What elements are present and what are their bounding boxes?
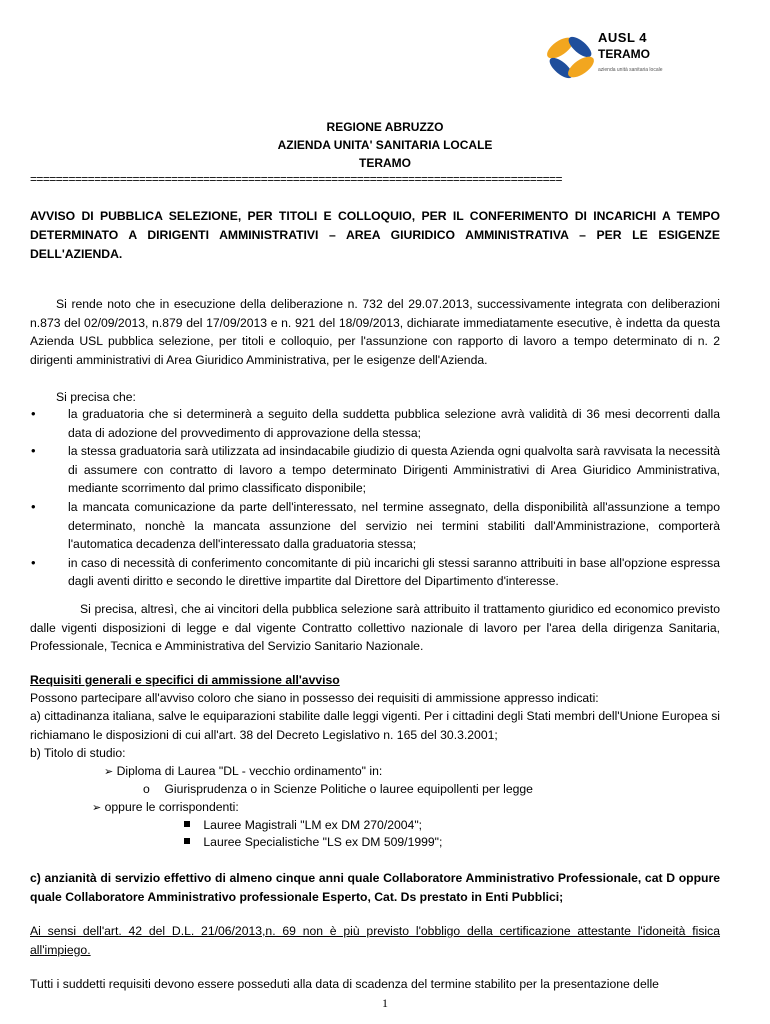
arrow-bullet-icon: ➢: [92, 802, 102, 814]
notice-title: AVVISO DI PUBBLICA SELEZIONE, PER TITOLI E COLLOQUIO, PER IL CONFERIMENTO DI INCARICHI A TEMPO DETERMINATO A DIRIGENTI AMMINISTRATIVI – AREA GIURIDICO AMMINISTRATIVA – PER LE ESIGENZE DELL'AZIENDA.: [30, 209, 720, 261]
circle-bullet-icon: o: [143, 782, 150, 796]
header-region: REGIONE ABRUZZO: [326, 120, 444, 134]
square-item-2: Lauree Specialistiche "LS ex DM 509/1999";: [184, 833, 442, 851]
specifica-list: [30, 405, 720, 591]
intro-paragraph: Si rende noto che in esecuzione della deliberazione n. 732 del 29.07.2013, successivamente integrata con deliberazioni n.873 del 02/09/2013, n.879 del 17/09/2013 e n. 921 del 18/09/2013, dichiarate immediatamente esecutive, è indetta da questa Azienda USL pubblica selezione, per titoli e colloquio, per l'assunzione con rapporto di lavoro a tempo determinato di n. 2 dirigenti amministrativi di Area Giuridico Amministrativa, per le esigenze dell'Azienda.: [30, 297, 720, 367]
header-city: TERAMO: [359, 156, 411, 170]
header-separator: ===================================================================================: [30, 172, 562, 186]
square-bullet-icon: [184, 838, 190, 844]
requisito-c: c) anzianità di servizio effettivo di almeno cinque anni quale Collaboratore Amministrativo Professionale, cat D oppure quale Collaboratore Amministrativo professionale Esperto, Cat. Ds prestato in Enti Pubblici;: [30, 871, 720, 904]
list-item: • la stessa graduatoria sarà utilizzata ad insindacabile giudizio di questa Azienda ogni qualvolta sarà ravvisata la necessità di assumere con contratto di lavoro a tempo determinato Dirigenti Amministrativi di Area Giuridico Amministrativa, mediante scorrimento dal primo classificato disponibile;: [30, 442, 720, 498]
square-item-1: Lauree Magistrali "LM ex DM 270/2004";: [184, 816, 422, 834]
list-item: • la mancata comunicazione da parte dell'interessato, nel termine assegnato, della disponibilità all'assunzione a tempo determinato, nonchè la mancata assunzione del servizio nei termini stabiliti dall'Amministrazione, comporterà l'automatica decadenza dell'interessato dalla graduatoria stessa;: [30, 498, 720, 554]
requisiti-intro: Possono partecipare all'avviso coloro che siano in possesso dei requisiti di ammissione appresso indicati:: [30, 691, 599, 705]
header-agency: AZIENDA UNITA' SANITARIA LOCALE: [277, 138, 493, 152]
arrow-bullet-icon: ➢: [104, 766, 114, 778]
logo-line2: TERAMO: [598, 47, 650, 61]
requisito-b: b) Titolo di studio:: [30, 746, 126, 760]
logo-line1: AUSL 4: [598, 30, 647, 45]
list-item: • la graduatoria che si determinerà a seguito della suddetta pubblica selezione avrà validità di 36 mesi decorrenti dalla data di adozione del provvedimento di approvazione della stessa;: [30, 405, 720, 442]
specifica-intro: Si precisa che:: [56, 390, 136, 404]
logo-tagline: azienda unità sanitaria locale: [598, 67, 663, 73]
square-bullet-icon: [184, 821, 190, 827]
tutti-paragraph: Tutti i suddetti requisiti devono essere posseduti alla data di scadenza del termine stabilito per la presentazione delle: [30, 977, 659, 991]
arrow-item-1: ➢ Diploma di Laurea "DL - vecchio ordinamento" in:: [104, 764, 383, 778]
arrow-item-2: ➢ oppure le corrispondenti:: [92, 800, 239, 814]
circle-item-1: o Giurisprudenza o in Scienze Politiche o lauree equipollenti per legge: [143, 782, 533, 796]
idoneita-paragraph: Ai sensi dell'art. 42 del D.L. 21/06/2013,n. 69 non è più previsto l'obbligo della certificazione attestante l'idoneità fisica all'impiego.: [30, 924, 720, 957]
page-number: 1: [382, 996, 388, 1010]
trattamento-paragraph: Si precisa, altresì, che ai vincitori della pubblica selezione sarà attribuito il trattamento giuridico ed economico previsto dalle vigenti disposizioni di legge e dal vigente Contratto collettivo nazionale di lavoro per l'area della dirigenza Sanitaria, Professionale, Tecnica e Amministrativa del Servizio Sanitario Nazionale.: [30, 602, 720, 654]
requisiti-heading: Requisiti generali e specifici di ammissione all'avviso: [30, 673, 340, 687]
requisito-a: a) cittadinanza italiana, salve le equiparazioni stabilite dalle leggi vigenti. Per i cittadini degli Stati membri dell'Unione Europea si richiamano le disposizioni di cui all'art. 38 del Decreto Legislativo n. 165 del 30.3.2001;: [30, 709, 720, 742]
list-item: • in caso di necessità di conferimento concomitante di più incarichi gli stessi saranno attribuiti in base all'opzione espressa dagli aventi diritto e secondo le direttive impartite dal Direttore del Dipartimento d'interesse.: [30, 554, 720, 591]
